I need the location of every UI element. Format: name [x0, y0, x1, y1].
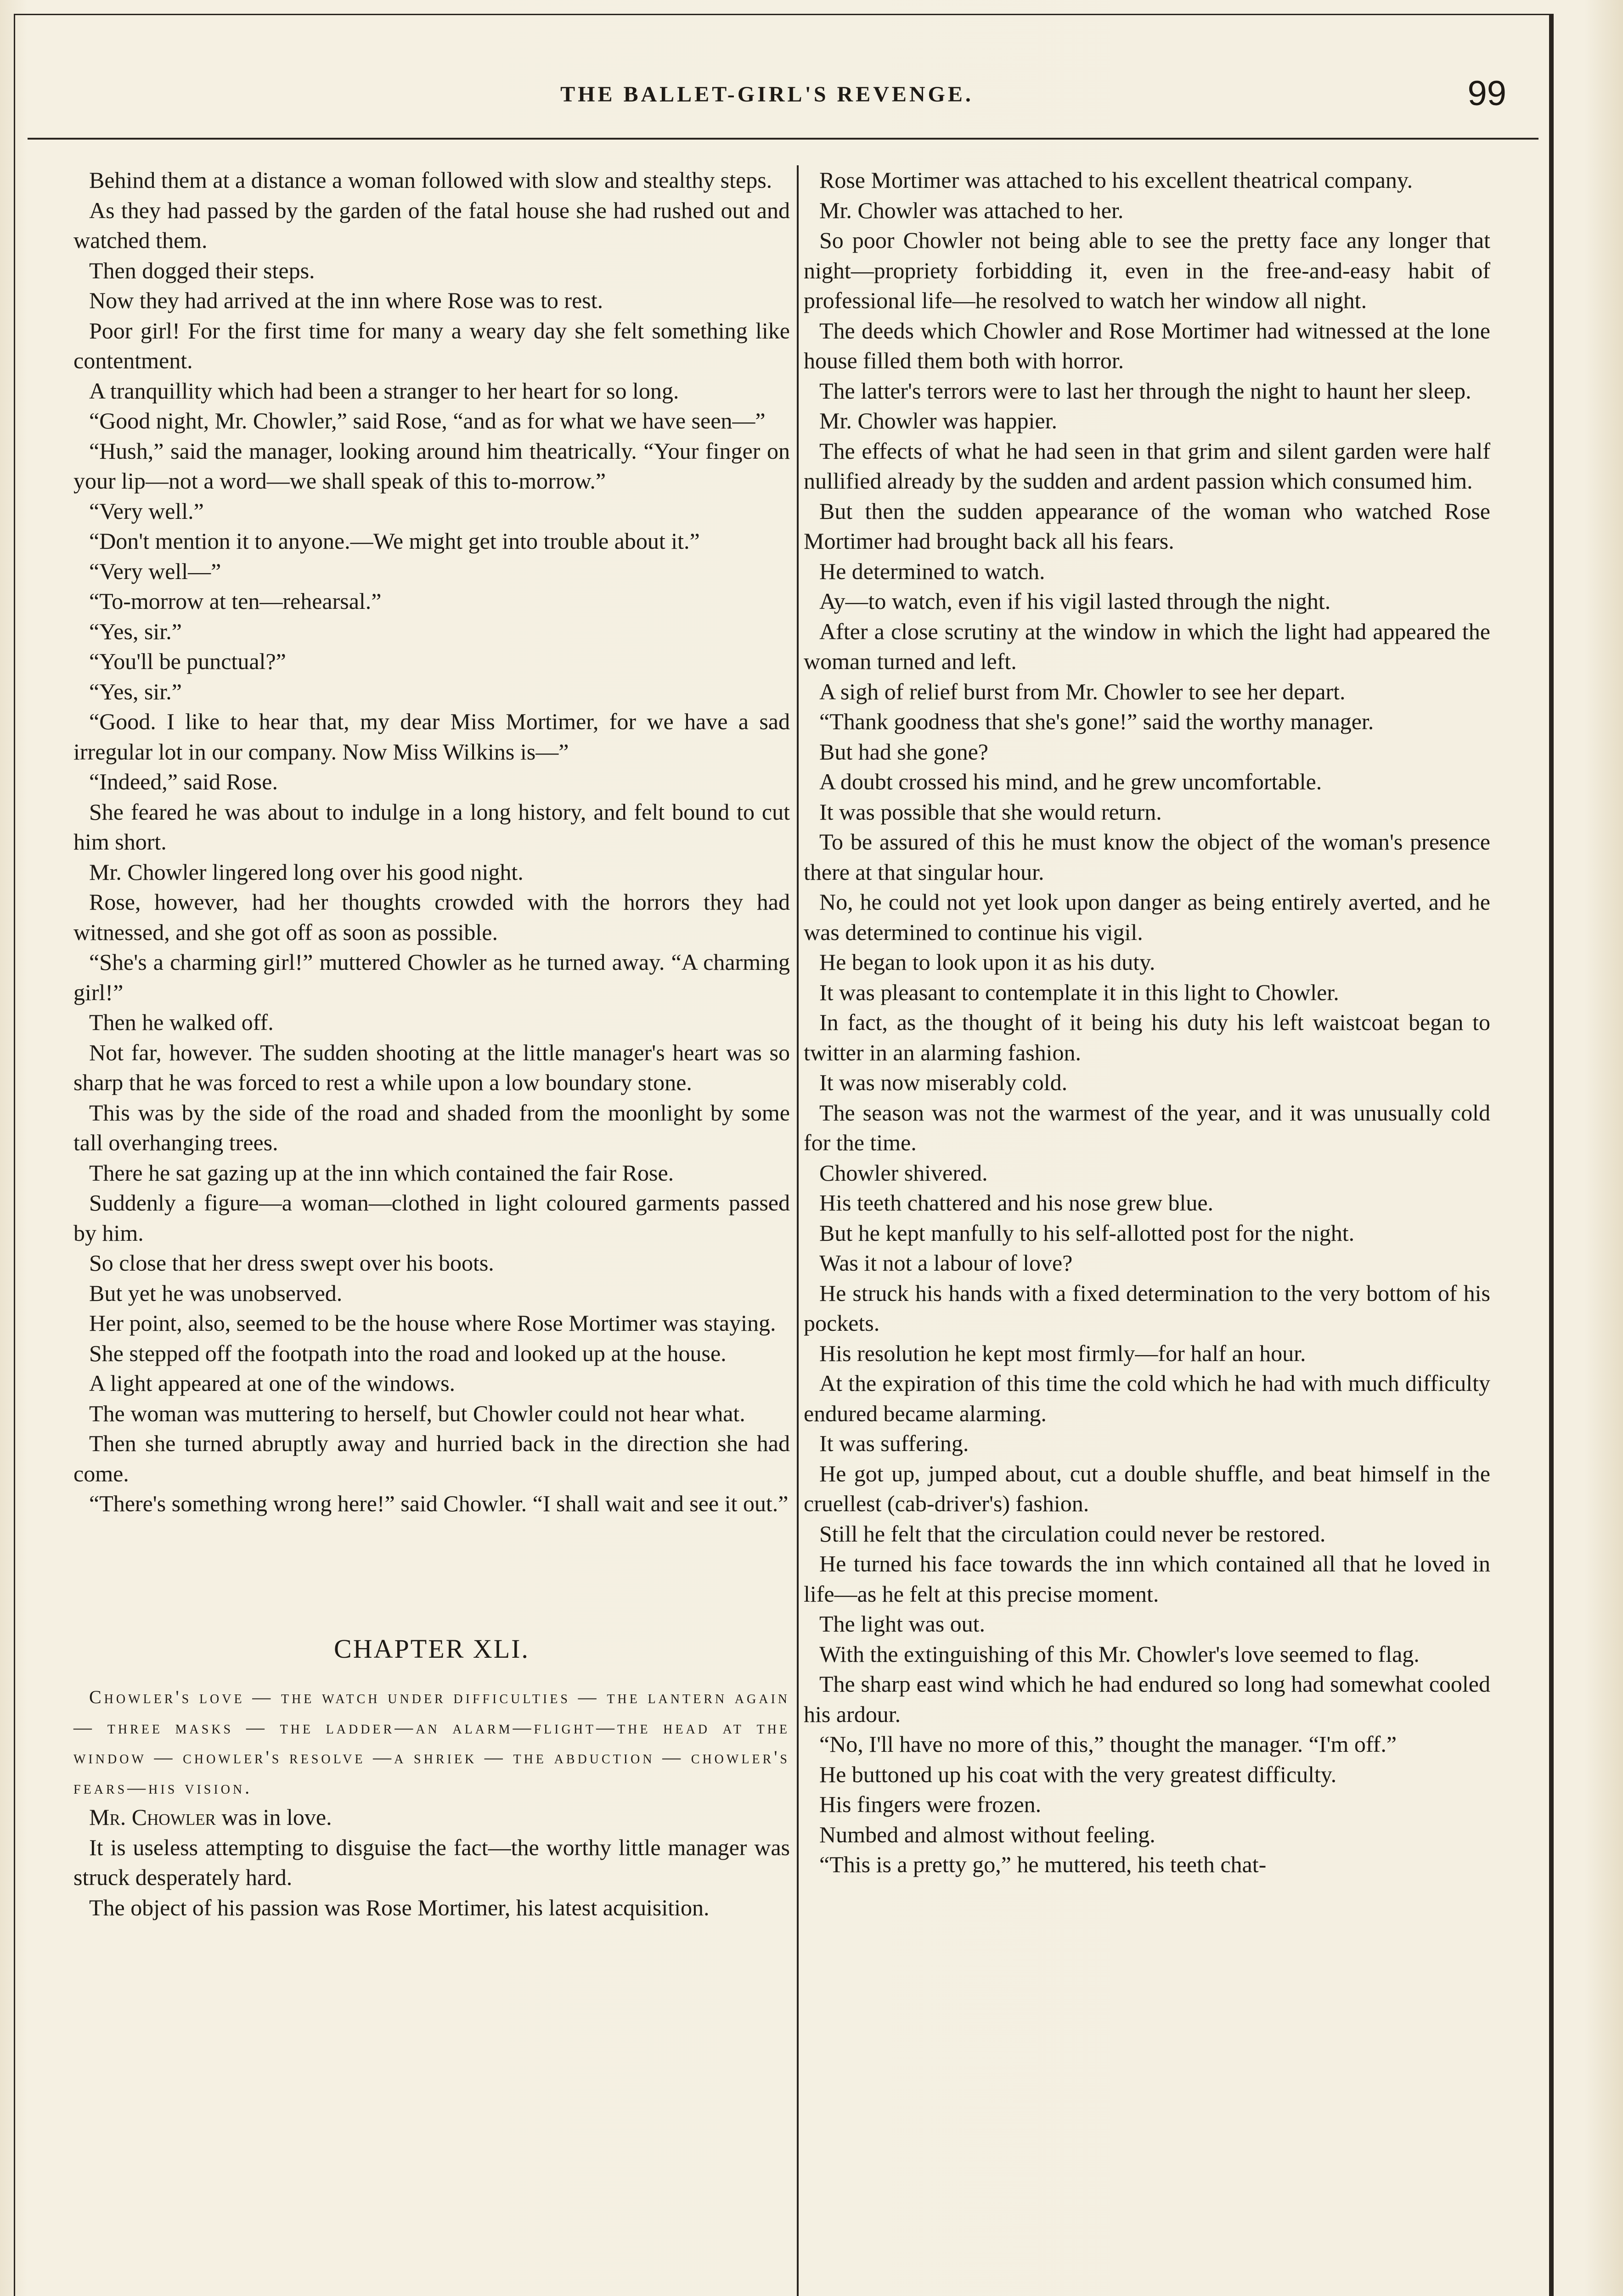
paragraph: Suddenly a figure—a woman—clothed in light coloured garments passed by him.	[73, 1190, 790, 1246]
right-paragraphs	[804, 165, 1490, 1880]
paragraph: “Yes, sir.”	[89, 618, 182, 644]
paragraph: She feared he was about to indulge in a long history, and felt bound to cut him short.	[73, 799, 790, 855]
paragraph: Mr. Chowler lingered long over his good night.	[89, 859, 524, 885]
paragraph: “No, I'll have no more of this,” thought the manager. “I'm off.”	[819, 1731, 1397, 1757]
paragraph: “Very well—”	[89, 558, 221, 584]
paragraph: Poor girl! For the first time for many a weary day she felt something like contentment.	[73, 317, 790, 373]
paragraph: But yet he was unobserved.	[89, 1280, 343, 1306]
paragraph: His fingers were frozen.	[819, 1791, 1042, 1817]
page-number: 99	[1467, 74, 1506, 113]
opening-name: Mr. Chowler	[89, 1804, 216, 1830]
paragraph: A sigh of relief burst from Mr. Chowler to see her depart.	[819, 678, 1346, 704]
paragraph: A doubt crossed his mind, and he grew uncomfortable.	[819, 769, 1322, 794]
paragraph: So poor Chowler not being able to see the pretty face any longer that night—propriety forbidding it, even in the free-and-easy habit of professional life—he resolved to watch her window all night.	[804, 227, 1490, 313]
paragraph: Behind them at a distance a woman followed with slow and stealthy steps.	[89, 167, 772, 193]
paragraph: Rose, however, had her thoughts crowded with the horrors they had witnessed, and she got off as soon as possible.	[73, 889, 790, 945]
paragraph: Mr. Chowler was attached to her.	[819, 197, 1124, 223]
paragraph: He determined to watch.	[819, 558, 1045, 584]
paragraph: As they had passed by the garden of the fatal house she had rushed out and watched them.	[73, 197, 790, 253]
paragraph: At the expiration of this time the cold which he had with much difficulty endured became alarming.	[804, 1370, 1490, 1426]
paragraph: It is useless attempting to disguise the fact—the worthy little manager was struck desperately hard.	[73, 1834, 790, 1890]
paragraph: Numbed and almost without feeling.	[819, 1821, 1155, 1847]
paragraph: But had she gone?	[819, 738, 988, 765]
paragraph: “This is a pretty go,” he muttered, his teeth chat-	[819, 1851, 1267, 1877]
paragraph: Rose Mortimer was attached to his excellent theatrical company.	[819, 167, 1413, 193]
paragraph: “Good night, Mr. Chowler,” said Rose, “and as for what we have seen—”	[89, 408, 766, 433]
paragraph: Then he walked off.	[89, 1009, 274, 1035]
chapter-heading: CHAPTER XLI.	[334, 1633, 530, 1664]
paragraph: She stepped off the footpath into the road and looked up at the house.	[89, 1340, 727, 1366]
paragraph: The woman was muttering to herself, but Chowler could not hear what.	[89, 1400, 745, 1426]
paragraph: Then dogged their steps.	[89, 257, 315, 283]
paragraph: But he kept manfully to his self-allotted post for the night.	[819, 1220, 1355, 1246]
paragraph: “Yes, sir.”	[89, 678, 182, 704]
paragraph: The light was out.	[819, 1611, 986, 1637]
paragraph: Then she turned abruptly away and hurried back in the direction she had come.	[73, 1430, 790, 1486]
paragraph: “You'll be punctual?”	[89, 648, 286, 674]
paragraph: He struck his hands with a fixed determination to the very bottom of his pockets.	[804, 1280, 1490, 1336]
paragraph: No, he could not yet look upon danger as being entirely averted, and he was determined to continue his vigil.	[804, 889, 1490, 945]
paragraph: He turned his face towards the inn which contained all that he loved in life—as he felt at this precise moment.	[804, 1551, 1490, 1607]
right-column	[804, 165, 1490, 1880]
paragraph: The deeds which Chowler and Rose Mortimer had witnessed at the lone house filled them both with horror.	[804, 317, 1490, 373]
paragraph: After a close scrutiny at the window in which the light had appeared the woman turned and left.	[804, 618, 1490, 674]
paragraph: “She's a charming girl!” muttered Chowler as he turned away. “A charming girl!”	[73, 949, 790, 1005]
paragraph: “Indeed,” said Rose.	[89, 769, 278, 794]
paragraph: Mr. Chowler was happier.	[819, 408, 1057, 433]
paragraph: His resolution he kept most firmly—for half an hour.	[819, 1340, 1306, 1366]
page-header	[28, 64, 1506, 119]
paragraph: A light appeared at one of the windows.	[89, 1370, 456, 1396]
paragraph: Her point, also, seemed to be the house where Rose Mortimer was staying.	[89, 1310, 776, 1336]
paragraph: He buttoned up his coat with the very greatest difficulty.	[819, 1761, 1337, 1787]
paragraph: Still he felt that the circulation could never be restored.	[819, 1520, 1326, 1547]
paragraph: But then the sudden appearance of the woman who watched Rose Mortimer had brought back all his fears.	[804, 498, 1490, 554]
left-paragraphs-before	[73, 165, 790, 1519]
paragraph: In fact, as the thought of it being his duty his left waistcoat began to twitter in an alarming fashion.	[804, 1009, 1490, 1065]
header-rule	[28, 138, 1538, 140]
paragraph: “Thank goodness that she's gone!” said the worthy manager.	[819, 709, 1374, 734]
paragraph: It was suffering.	[819, 1430, 969, 1456]
paragraph: A tranquillity which had been a stranger to her heart for so long.	[89, 377, 679, 404]
column-divider	[797, 165, 799, 2296]
paragraph: It was possible that she would return.	[819, 799, 1162, 825]
paragraph: The effects of what he had seen in that grim and silent garden were half nullified already by the sudden and ardent passion which consumed him.	[804, 438, 1490, 494]
paragraph: To be assured of this he must know the object of the woman's presence there at that singular hour.	[804, 829, 1490, 885]
paragraph: With the extinguishing of this Mr. Chowler's love seemed to flag.	[819, 1641, 1420, 1667]
paragraph: His teeth chattered and his nose grew blue.	[819, 1190, 1214, 1216]
paragraph: “There's something wrong here!” said Chowler. “I shall wait and see it out.”	[89, 1491, 789, 1516]
paragraph: He began to look upon it as his duty.	[819, 949, 1155, 975]
paragraph: “Very well.”	[89, 498, 204, 524]
paragraph: Was it not a labour of love?	[819, 1250, 1073, 1276]
opening-rest: was in love.	[215, 1804, 332, 1830]
paragraph: This was by the side of the road and shaded from the moonlight by some tall overhanging trees.	[73, 1099, 790, 1155]
paragraph: Chowler shivered.	[819, 1159, 988, 1186]
chapter-summary: Chowler's love — the watch under difficulties — the lantern again — three masks — the ladder—an alarm—flight—the head at the window — chowler's resolve —a shriek — the abduction — chowler's fears—his vision.	[73, 1687, 790, 1798]
chapter-opening-paragraph	[73, 1802, 790, 1833]
paragraph: “Don't mention it to anyone.—We might get into trouble about it.”	[89, 528, 700, 554]
paragraph: “To-morrow at ten—rehearsal.”	[89, 588, 382, 614]
paragraph: It was now miserably cold.	[819, 1069, 1068, 1095]
paragraph: The sharp east wind which he had endured so long had somewhat cooled his ardour.	[804, 1671, 1490, 1727]
left-paragraphs-after	[73, 1833, 790, 1923]
paragraph: Now they had arrived at the inn where Rose was to rest.	[89, 287, 603, 313]
paragraph: The season was not the warmest of the year, and it was unusually cold for the time.	[804, 1099, 1490, 1155]
paragraph: So close that her dress swept over his boots.	[89, 1250, 494, 1276]
left-column	[73, 165, 790, 1923]
paragraph: Not far, however. The sudden shooting at the little manager's heart was so sharp that he was forced to rest a while upon a low boundary stone.	[73, 1039, 790, 1095]
paragraph: The latter's terrors were to last her through the night to haunt her sleep.	[819, 377, 1471, 404]
running-title: THE BALLET-GIRL'S REVENGE.	[560, 82, 974, 107]
paragraph: He got up, jumped about, cut a double shuffle, and beat himself in the cruellest (cab-driver's) fashion.	[804, 1460, 1490, 1516]
paragraph: “Hush,” said the manager, looking around him theatrically. “Your finger on your lip—not a word—we shall speak of this to-morrow.”	[73, 438, 790, 494]
paragraph: “Good. I like to hear that, my dear Miss Mortimer, for we have a sad irregular lot in our company. Now Miss Wilkins is—”	[73, 709, 790, 765]
paragraph: The object of his passion was Rose Mortimer, his latest acquisition.	[89, 1894, 710, 1920]
paragraph: It was pleasant to contemplate it in this light to Chowler.	[819, 979, 1339, 1005]
paragraph: Ay—to watch, even if his vigil lasted through the night.	[819, 588, 1331, 614]
paragraph: There he sat gazing up at the inn which contained the fair Rose.	[89, 1159, 674, 1186]
